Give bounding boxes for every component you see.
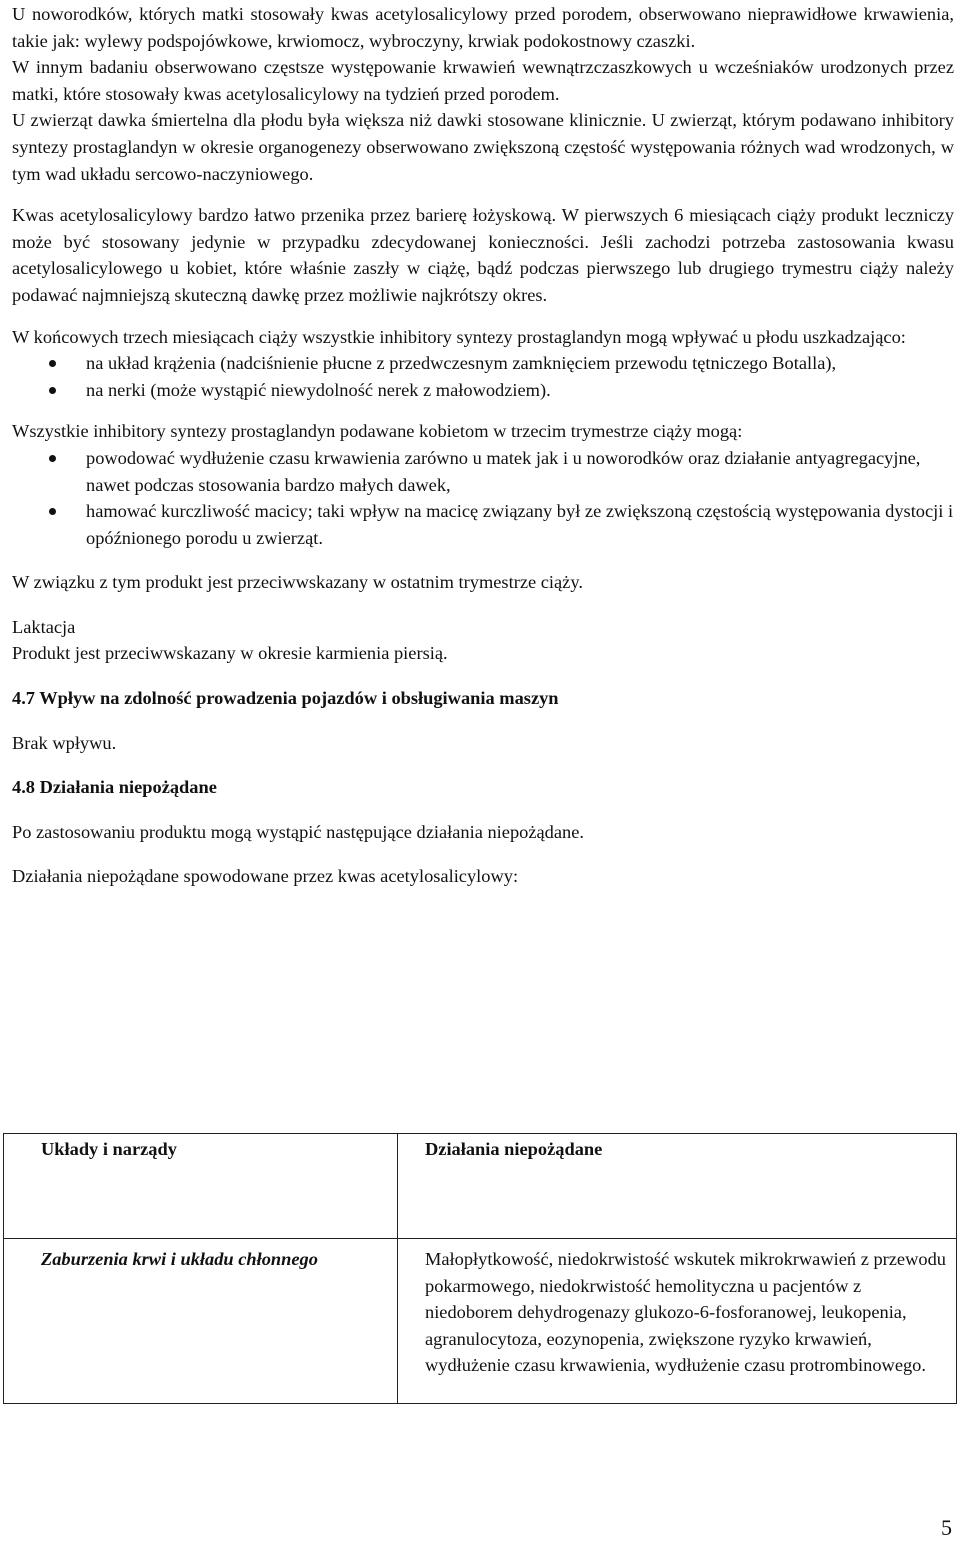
adverse-effects-intro: Po zastosowaniu produktu mogą wystąpić następujące działania niepożądane.: [12, 821, 584, 842]
bullet-icon: [49, 387, 56, 394]
table-row: [4, 1239, 957, 1404]
list-item: [12, 377, 954, 404]
paragraph-third-trimester: Wszystkie inhibitory syntezy prostaglandyn podawane kobietom w trzecim trymestrze ciąży mogą:: [12, 421, 743, 442]
list-item-text: na układ krążenia (nadciśnienie płucne z przedwczesnym zamknięciem przewodu tętniczego Botalla),: [86, 353, 837, 374]
page-number: 5: [941, 1515, 952, 1540]
paragraph-animal-studies: U zwierząt dawka śmiertelna dla płodu była większa niż dawki stosowane klinicznie. U zwierząt, którym podawano inhibitory syntezy prostaglandyn w okresie organogenezy obserwowano zwiększoną częstość występowania różnych wad wrodzonych, w tym wad układu sercowo-naczyniowego.: [12, 110, 954, 184]
table-header-systems: Układy i narządy: [4, 1134, 398, 1239]
adverse-effects-table-caption: Działania niepożądane spowodowane przez kwas acetylosalicylowy:: [12, 866, 519, 887]
driving-text: Brak wpływu.: [12, 732, 117, 753]
paragraph-premature-bleeding: W innym badaniu obserwowano częstsze występowanie krwawień wewnątrzczaszkowych u wcześniaków urodzonych przez matki, które stosowały kwas acetylosalicylowy na tydzień przed porodem.: [12, 57, 954, 104]
list-item: [12, 445, 954, 498]
adverse-effects-table: [3, 1133, 957, 1404]
list-item-text: hamować kurczliwość macicy; taki wpływ na macicę związany był ze zwiększoną częstością występowania dystocji i opóźnionego porodu u zwierząt.: [86, 501, 954, 548]
lactation-text: Produkt jest przeciwwskazany w okresie karmienia piersią.: [12, 643, 448, 664]
bullet-icon: [49, 508, 56, 515]
list-item: [12, 350, 954, 377]
table-header-effects: Działania niepożądane: [398, 1134, 957, 1239]
list-item-text: na nerki (może wystąpić niewydolność nerek z małowodziem).: [86, 379, 551, 400]
table-cell-effects: Małopłytkowość, niedokrwistość wskutek mikrokrwawień z przewodu pokarmowego, niedokrwistość hemolityczna u pacjentów z niedoborem dehydrogenazy glukozo-6-fosforanowej, leukopenia, agranulocytoza, eozynopenia, zwiększone ryzyko krwawień, wydłużenie czasu krwawienia, wydłużenie czasu protrombinowego.: [398, 1239, 957, 1404]
table-cell-system: Zaburzenia krwi i układu chłonnego: [4, 1239, 398, 1404]
list-item-text: powodować wydłużenie czasu krwawienia zarówno u matek jak i u noworodków oraz działanie antyagregacyjne, nawet podczas stosowania bardzo małych dawek,: [86, 447, 921, 495]
section-heading-driving: 4.7 Wpływ na zdolność prowadzenia pojazdów i obsługiwania maszyn: [12, 688, 559, 709]
section-heading-adverse-effects: 4.8 Działania niepożądane: [12, 777, 217, 798]
list-third-trimester-effects: [12, 445, 954, 551]
bullet-icon: [49, 360, 56, 367]
table-header-row: [4, 1134, 957, 1239]
paragraph-placenta: Kwas acetylosalicylowy bardzo łatwo przenika przez barierę łożyskową. W pierwszych 6 miesiącach ciąży produkt leczniczy może być stosowany jedynie w przypadku zdecydowanej konieczności. Jeśli zachodzi potrzeba zastosowania kwasu acetylosalicylowego u kobiet, które właśnie zaszły w ciążę, bądź podczas pierwszego lub drugiego trymestru ciąży należy podawać najmniejszą skuteczną dawkę przez możliwie najkrótszy okres.: [12, 205, 954, 305]
bullet-icon: [49, 455, 56, 462]
paragraph-final-trimester: W końcowych trzech miesiącach ciąży wszystkie inhibitory syntezy prostaglandyn mogą wpływać u płodu uszkadzająco:: [12, 326, 906, 347]
lactation-title: Laktacja: [12, 616, 76, 637]
paragraph-newborn-bleeding: U noworodków, których matki stosowały kwas acetylosalicylowy przed porodem, obserwowano nieprawidłowe krwawienia, takie jak: wylewy podspojówkowe, krwiomocz, wybroczyny, krwiak podokostnowy czaszki.: [12, 4, 954, 51]
list-fetal-effects: [12, 350, 954, 403]
paragraph-contraindication: W związku z tym produkt jest przeciwwskazany w ostatnim trymestrze ciąży.: [12, 572, 583, 593]
document-page: [12, 1, 954, 890]
list-item: [12, 498, 954, 551]
